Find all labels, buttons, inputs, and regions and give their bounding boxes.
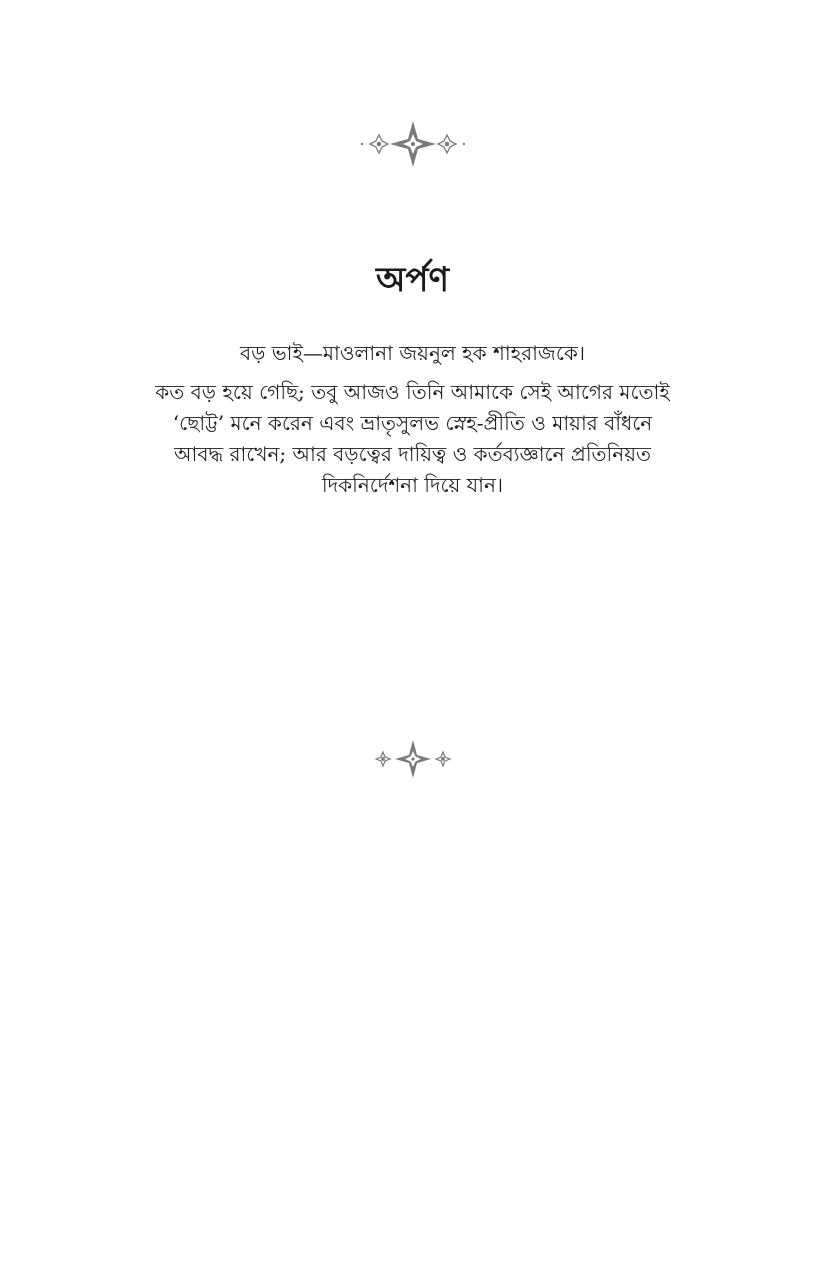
top-star-ornament-icon <box>358 118 468 170</box>
dedication-body-text: কত বড় হয়ে গেছি; তবু আজও তিনি আমাকে সেই আগের মতোই ‘ছোট্ট’ মনে করেন এবং ভ্রাতৃসুলভ স্নেহ-প্রীতি ও মায়ার বাঁধনে আবদ্ধ রাখেন; আর বড়ত্বের দায়িত্ব ও কর্তব্যজ্ঞানে প্রতিনিয়ত দিকনির্দেশনা দিয়ে যান। <box>155 380 670 497</box>
dedicatee-line: বড় ভাই—মাওলানা জয়নুল হক শাহরাজকে। <box>239 341 586 365</box>
page-title: অর্পণ <box>375 260 450 300</box>
bottom-star-ornament-icon <box>368 738 458 780</box>
dedication-block <box>150 338 675 509</box>
